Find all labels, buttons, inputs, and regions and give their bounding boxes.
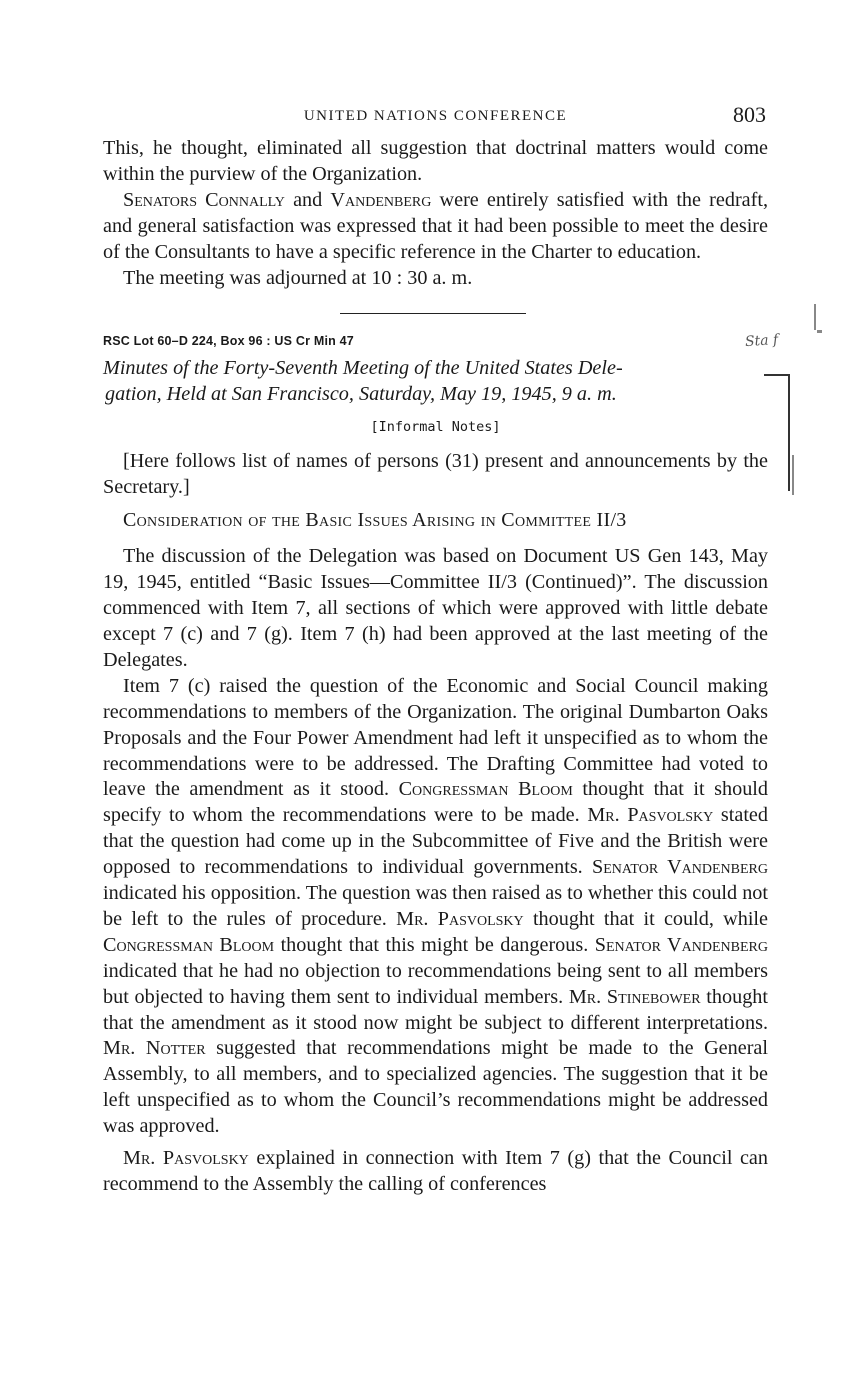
paragraph-text: indicated that he had no objection to recommendations being sent to all members but objected to having them sent to individual members.: [103, 959, 768, 1008]
paragraph-text: suggested that recommendations might be made to the General Assembly, to all members, and to specialized agencies. The suggestion that it be left unspecified as to whom the Council’s recommendations might be addressed was approved.: [103, 1037, 768, 1138]
paragraph-text: were entirely satisfied with the redraft, and general satisfaction was expressed that it had been possible to meet the desire of the Consultants to have a specific reference in the Charter to education.: [103, 188, 769, 263]
speaker-name: Vandenberg: [330, 188, 432, 211]
paragraph-text: and: [284, 188, 331, 211]
minutes-title: [103, 355, 768, 407]
running-title: UNITED NATIONS CONFERENCE: [303, 108, 568, 124]
paragraph-text: thought that it could, while: [523, 907, 768, 930]
minutes-title-line: Minutes of the Forty-Seventh Meeting of the United States Dele-: [103, 357, 623, 380]
speaker-name: Congressman Bloom: [398, 778, 573, 801]
paragraph: [103, 1146, 768, 1198]
paragraph-text: stated that the question had come up in the Subcommittee of Five and the British were opposed to recommendations to individual governments.: [103, 804, 768, 879]
page-number: 803: [733, 102, 766, 127]
paragraph-text: Item 7 (c) raised the question of the Economic and Social Council making recommendations to members of the Organization. The original Dumbarton Oaks Proposals and the Four Power Amendment had left it unspecified as to whom the recommendations were to be addressed. The Drafting Committee had voted to leave the amendment as it stood.: [103, 674, 768, 801]
paragraph: [Here follows list of names of persons (31) present and announcements by the Secretary.]: [103, 450, 768, 499]
paragraph-text: thought that the amendment as it stood now might be subject to different interpretations.: [103, 985, 768, 1034]
speaker-name: Senator Vandenberg: [591, 856, 768, 879]
speaker-name: Senators Connally: [123, 188, 285, 211]
margin-tick-mark: [817, 330, 822, 333]
speaker-name: Mr. Pasvolsky: [587, 804, 714, 827]
speaker-name: Mr. Stinebower: [568, 985, 701, 1008]
speaker-name: Senator Vandenberg: [594, 933, 768, 956]
speaker-name: Mr. Notter: [103, 1037, 206, 1060]
speaker-name: Mr. Pasvolsky: [396, 907, 524, 930]
paragraph: [103, 674, 768, 1140]
document-page: [103, 100, 768, 1198]
paragraph: The discussion of the Delegation was based on Document US Gen 143, May 19, 1945, entitled “Basic Issues—Committee II/3 (Continued)”. The discussion commenced with Item 7, all sections of which were approved with little debate except 7 (c) and 7 (g). Item 7 (h) had been approved at the last meeting of the Delegates.: [103, 545, 768, 671]
handwritten-margin-note: Sta f: [744, 331, 779, 351]
minutes-title-line: gation, Held at San Francisco, Saturday, May 19, 1945, 9 a. m.: [105, 383, 617, 406]
paragraph-text: explained in connection with Item 7 (g) that the Council can recommend to the Assembly the calling of conferences: [103, 1147, 768, 1195]
margin-tick-mark: [814, 304, 816, 330]
running-head: [103, 100, 768, 136]
section-heading: Consideration of the Basic Issues Arising in Committee II/3: [123, 509, 627, 532]
paragraph: The meeting was adjourned at 10 : 30 a. m.: [123, 266, 473, 289]
speaker-name: Congressman Bloom: [103, 933, 275, 956]
paragraph: This, he thought, eliminated all suggestion that doctrinal matters would come within the purview of the Organization.: [103, 137, 768, 185]
informal-notes-label: [Informal Notes]: [370, 419, 501, 436]
source-reference: RSC Lot 60–D 224, Box 96 : US Cr Min 47: [103, 334, 354, 349]
paragraph-text: thought that it should specify to whom the recommendations were to be made.: [103, 778, 769, 827]
paragraph: [103, 188, 768, 266]
margin-tick-mark: [792, 455, 794, 495]
speaker-name: Mr. Pasvolsky: [123, 1147, 249, 1170]
paragraph-text: thought that this might be dangerous.: [274, 933, 595, 956]
paragraph-text: indicated his opposition. The question was then raised as to whether this could not be left to the rules of procedure.: [103, 882, 768, 930]
section-divider: [340, 313, 526, 314]
